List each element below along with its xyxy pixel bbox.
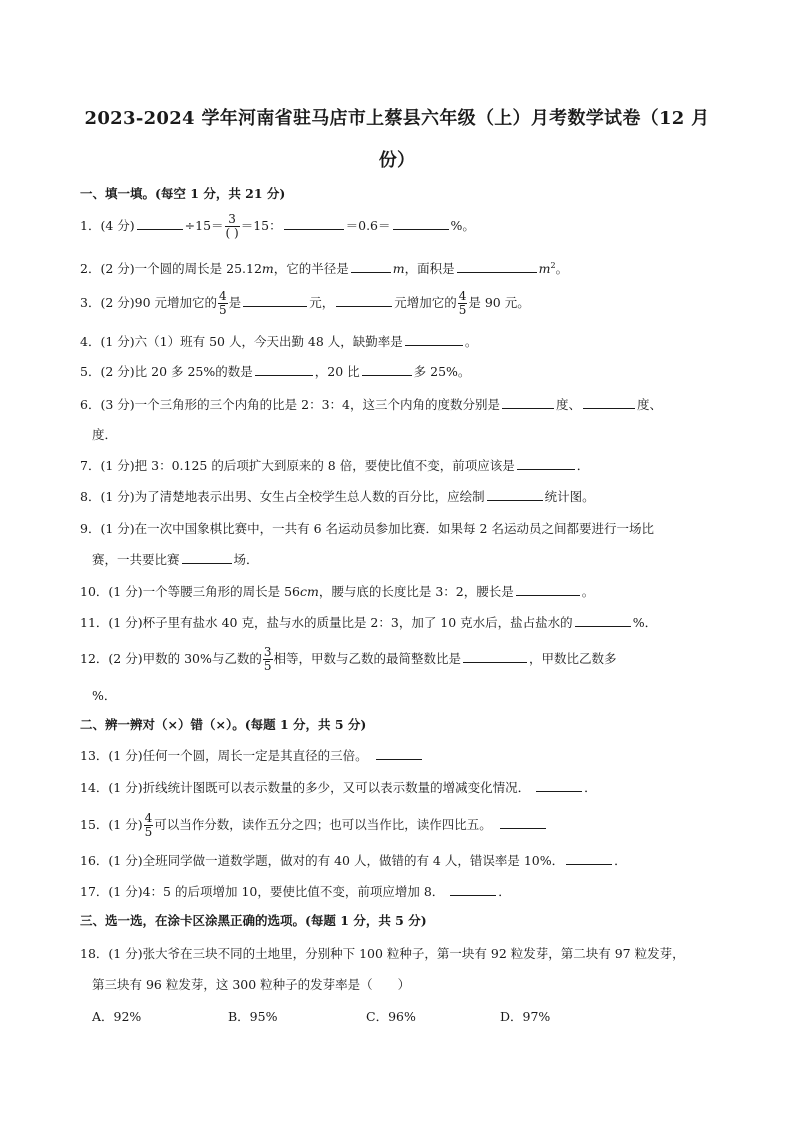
question-2 — [80, 259, 568, 277]
answer-blank — [243, 294, 307, 307]
question-5 — [80, 362, 470, 380]
question-14-prefix: 14．(1 分) — [80, 780, 143, 795]
fraction — [218, 290, 228, 317]
question-7 — [80, 456, 589, 474]
answer-blank — [457, 260, 537, 273]
question-6-text: 度、 — [637, 397, 663, 412]
question-11 — [80, 613, 657, 631]
answer-blank — [405, 333, 463, 346]
answer-blank — [450, 883, 496, 896]
question-16-prefix: 16．(1 分) — [80, 853, 143, 868]
question-9-text: 在一次中国象棋比赛中，一共有 6 名运动员参加比赛．如果每 2 名运动员之间都要进行一场比 — [134, 521, 654, 536]
answer-blank — [502, 396, 554, 409]
fraction-numerator: 4 — [458, 289, 467, 303]
answer-blank — [575, 614, 631, 627]
question-11-prefix: 11．(1 分) — [80, 615, 143, 630]
fraction-denominator: 5 — [219, 303, 227, 317]
question-10-text: 。 — [581, 584, 595, 599]
section-3-heading: 三、选一选，在涂卡区涂黑正确的选项。(每题 1 分，共 5 分) — [80, 913, 427, 928]
question-13-text: 任何一个圆，周长一定是其直径的三倍。 — [142, 748, 368, 763]
question-4-prefix: 4．(1 分) — [80, 334, 135, 349]
question-17-prefix: 17．(1 分) — [80, 884, 143, 899]
question-10-prefix: 10．(1 分) — [80, 584, 143, 599]
unit: m — [538, 261, 551, 276]
answer-blank — [284, 217, 344, 230]
question-15-text: 可以当作分数，读作五分之四；也可以当作比，读作四比五。 — [154, 817, 492, 832]
question-3 — [80, 290, 530, 317]
answer-blank — [536, 779, 582, 792]
question-9-continuation — [92, 550, 259, 568]
answer-blank — [362, 363, 412, 376]
choice-a: A．92% — [92, 1009, 142, 1024]
question-6-text: 度、 — [555, 397, 581, 412]
question-10-text: 一个等腰三角形的周长是 56 — [142, 584, 300, 599]
question-1-text: %。 — [450, 218, 475, 233]
question-14-text: 折线统计图既可以表示数量的多少，又可以表示数量的增减变化情况． — [142, 780, 531, 795]
question-12-text: 甲数的 30%与乙数的 — [142, 651, 262, 666]
fraction-denominator: 5 — [458, 303, 467, 317]
fraction — [458, 290, 468, 317]
page-title: 2023-2024 学年河南省驻马店市上蔡县六年级（上）月考数学试卷（12 月 — [84, 108, 710, 129]
question-9-text: 场． — [233, 552, 259, 567]
question-2-text: 一个圆的周长是 25.12 — [134, 261, 262, 276]
fraction-numerator: 3 — [263, 645, 272, 659]
question-12-continuation: %． — [92, 688, 117, 703]
question-16-text: ． — [614, 853, 627, 868]
answer-blank — [516, 583, 580, 596]
fraction — [225, 213, 240, 240]
question-8-prefix: 8．(1 分) — [80, 489, 135, 504]
question-13-prefix: 13．(1 分) — [80, 748, 143, 763]
question-17 — [80, 882, 511, 900]
question-3-text: 是 90 元。 — [468, 295, 530, 310]
question-9-prefix: 9．(1 分) — [80, 521, 135, 536]
question-1-prefix: 1．(4 分) — [80, 218, 135, 233]
question-4-text: 。 — [464, 334, 478, 349]
choice-d: D．97% — [500, 1009, 551, 1024]
question-6-prefix: 6．(3 分) — [80, 397, 135, 412]
fraction-denominator: 5 — [263, 659, 272, 673]
answer-blank — [517, 457, 575, 470]
question-3-text: 元， — [309, 295, 335, 310]
question-12 — [80, 646, 617, 673]
question-18-prefix: 18．(1 分) — [80, 946, 143, 961]
question-9-text: 赛，一共要比赛 — [92, 552, 180, 567]
question-5-prefix: 5．(2 分) — [80, 364, 135, 379]
fraction — [263, 646, 273, 673]
question-14-text: ． — [584, 780, 597, 795]
question-10-text: ，腰与底的长度比是 3：2，腰长是 — [318, 584, 514, 599]
question-15 — [80, 812, 548, 839]
question-17-text: 4：5 的后项增加 10，要使比值不变，前项应增加 8． — [142, 884, 445, 899]
answer-blank — [255, 363, 313, 376]
question-12-text: 相等，甲数与乙数的最简整数比是 — [273, 651, 462, 666]
question-12-text: ，甲数比乙数多 — [529, 651, 617, 666]
question-11-text: 杯子里有盐水 40 克，盐与水的质量比是 2：3，加了 10 克水后，盐占盐水的 — [142, 615, 573, 630]
question-7-text: ． — [576, 458, 590, 473]
question-1-text: ＝15： — [240, 218, 282, 233]
question-5-text: 多 25%。 — [413, 364, 471, 379]
question-11-text: %． — [632, 615, 658, 630]
question-13 — [80, 746, 424, 764]
answer-blank — [182, 551, 232, 564]
fraction-numerator: 4 — [219, 289, 227, 303]
section-2-heading: 二、辨一辨对（×）错（×）。(每题 1 分，共 5 分) — [80, 717, 367, 732]
answer-blank — [583, 396, 635, 409]
fraction-denominator: ( ) — [225, 226, 239, 240]
question-17-text: ． — [498, 884, 511, 899]
question-2-text: 。 — [555, 261, 569, 276]
question-1-text: ＝0.6＝ — [345, 218, 391, 233]
question-12-prefix: 12．(2 分) — [80, 651, 143, 666]
question-9 — [80, 519, 654, 537]
question-3-prefix: 3．(2 分) — [80, 295, 135, 310]
question-15-prefix: 15．(1 分) — [80, 817, 143, 832]
answer-blank — [336, 294, 392, 307]
question-2-text: ，它的半径是 — [273, 261, 349, 276]
question-6-text: 一个三角形的三个内角的比是 2：3：4，这三个内角的度数分别是 — [134, 397, 500, 412]
answer-blank — [393, 217, 449, 230]
question-7-text: 把 3：0.125 的后项扩大到原来的 8 倍，要使比值不变，前项应该是 — [134, 458, 515, 473]
question-6-continuation: 度． — [92, 427, 118, 442]
question-1-text: ÷15＝ — [184, 218, 224, 233]
fraction-denominator: 5 — [144, 825, 153, 839]
section-1-heading: 一、填一填。(每空 1 分，共 21 分) — [80, 186, 286, 201]
exponent: 2 — [550, 260, 556, 270]
fraction-numerator: 4 — [144, 811, 153, 825]
question-8-text: 统计图。 — [544, 489, 595, 504]
answer-blank — [487, 488, 543, 501]
question-18-continuation: 第三块有 96 粒发芽，这 300 粒种子的发芽率是（ ） — [92, 977, 411, 992]
question-18-text: 张大爷在三块不同的土地里，分别种下 100 粒种子，第一块有 92 粒发芽，第二块有 97 粒发芽， — [142, 946, 685, 961]
unit: m — [392, 261, 405, 276]
question-8-text: 为了清楚地表示出男、女生占全校学生总人数的百分比，应绘制 — [134, 489, 485, 504]
question-7-prefix: 7．(1 分) — [80, 458, 135, 473]
question-16 — [80, 851, 627, 869]
question-1 — [80, 213, 475, 240]
question-3-text: 90 元增加它的 — [134, 295, 218, 310]
question-5-text: 比 20 多 25%的数是 — [134, 364, 253, 379]
answer-blank — [376, 747, 422, 760]
answer-blank — [500, 816, 546, 829]
question-4-text: 六（1）班有 50 人，今天出勤 48 人，缺勤率是 — [134, 334, 403, 349]
question-3-text: 元增加它的 — [394, 295, 457, 310]
answer-blank — [137, 217, 183, 230]
answer-blank — [351, 260, 391, 273]
choice-c: C．96% — [366, 1009, 416, 1024]
page-title-continuation: 份） — [378, 150, 416, 171]
answer-blank — [566, 852, 612, 865]
question-3-text: 是 — [228, 295, 242, 310]
unit: cm — [299, 584, 319, 599]
unit: m — [261, 261, 274, 276]
question-14 — [80, 778, 597, 796]
question-16-text: 全班同学做一道数学题，做对的有 40 人，做错的有 4 人，错误率是 10%． — [142, 853, 565, 868]
question-5-text: ，20 比 — [314, 364, 360, 379]
question-6 — [80, 395, 662, 413]
answer-blank — [463, 650, 527, 663]
question-4 — [80, 332, 477, 350]
question-18 — [80, 944, 685, 962]
question-8 — [80, 487, 595, 505]
choice-b: B．95% — [228, 1009, 278, 1024]
fraction-numerator: 3 — [225, 213, 240, 227]
question-2-prefix: 2．(2 分) — [80, 261, 135, 276]
fraction — [144, 812, 154, 839]
question-10 — [80, 582, 594, 600]
question-2-text: ，面积是 — [404, 261, 455, 276]
